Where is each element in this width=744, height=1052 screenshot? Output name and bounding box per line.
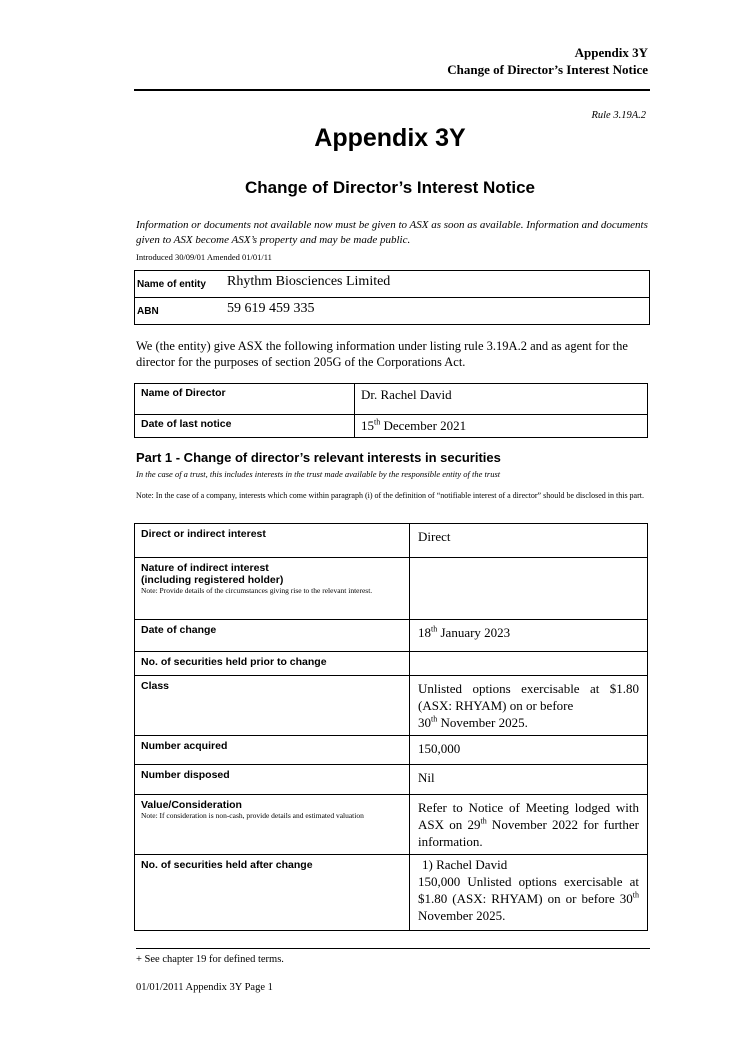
entity-name-value: Rhythm Biosciences Limited [215,271,650,298]
interest-table [134,523,648,931]
entity-name-label: Name of entity [135,271,216,298]
after-label: No. of securities held after change [135,855,410,931]
last-notice-day: 15 [361,418,374,433]
class-row [135,676,648,736]
class-label: Class [135,676,410,736]
introduced-text: Introduced 30/09/01 Amended 01/01/11 [136,252,272,262]
part1-note: Note: In the case of a company, interests which come within paragraph (i) of the definition of “notifiable interest of a director” should be disclosed in this part. [136,491,644,500]
date-value [410,620,648,652]
last-notice-sup: th [374,417,381,427]
direct-label: Direct or indirect interest [135,524,410,558]
class-value [410,676,648,736]
last-notice-value [355,415,648,438]
page-subtitle: Change of Director’s Interest Notice [244,178,535,197]
header-line-1: Appendix 3Y [574,45,648,60]
director-name-row [135,384,648,415]
nature-value [410,558,648,620]
abn-row [135,298,650,325]
header-rule [134,89,650,91]
date-label: Date of change [135,620,410,652]
footer-note: + See chapter 19 for defined terms. [136,954,284,965]
last-notice-rest: December 2021 [380,418,467,433]
after-sup: th [632,890,639,900]
class-value-line1: Unlisted options exercisable at $1.80 (ASX: RHYAM) on or before [418,681,639,713]
nature-label-sub: (including registered holder) [141,574,284,586]
consideration-text-a: Refer to Notice of Meeting lodged with ASX on 29 [418,800,639,832]
director-name-label: Name of Director [135,384,355,415]
header-line-2: Change of Director’s Interest Notice [447,62,648,77]
footer-rule [136,948,650,949]
last-notice-row [135,415,648,438]
after-value-item: 1) Rachel David [422,857,508,872]
consideration-label-cell [135,795,410,855]
nature-label: Nature of indirect interest [141,562,269,574]
consideration-label: Value/Consideration [141,799,242,811]
consideration-note: Note: If consideration is non-cash, provide details and estimated valuation [141,811,364,820]
nature-note: Note: Provide details of the circumstances giving rise to the relevant interest. [141,586,373,595]
prior-row [135,652,648,676]
prior-value [410,652,648,676]
class-value-line2 [418,714,639,731]
acquired-label: Number acquired [135,736,410,765]
part1-heading: Part 1 - Change of director’s relevant interests in securities [136,450,501,465]
nature-label-cell [135,558,410,620]
last-notice-label: Date of last notice [135,415,355,438]
consideration-value [410,795,648,855]
consideration-sup: th [480,816,487,826]
nature-row [135,558,648,620]
footer-page: 01/01/2011 Appendix 3Y Page 1 [136,982,273,993]
disposed-value: Nil [410,765,648,795]
intro-text: Information or documents not available now must be given to ASX as soon as available. Information and documents given to ASX become ASX’s property and may be made public. [136,219,648,246]
direct-value: Direct [410,524,648,558]
after-value [410,855,648,931]
after-row [135,855,648,931]
date-sup: th [431,624,438,634]
class-expiry-sup: th [431,714,438,724]
after-value-detail [418,873,639,924]
disposed-label: Number disposed [135,765,410,795]
class-expiry-day: 30 [418,715,431,730]
declaration-text: We (the entity) give ASX the following information under listing rule 3.19A.2 and as agent for the director for the purposes of section 205G of the Corporations Act. [136,339,628,369]
disposed-row [135,765,648,795]
consideration-row [135,795,648,855]
abn-label: ABN [135,298,216,325]
date-row [135,620,648,652]
page-title: Appendix 3Y [314,124,466,152]
after-text-a: 150,000 Unlisted options exercisable at $1.80 (ASX: RHYAM) on or before 30 [418,874,639,906]
prior-label: No. of securities held prior to change [135,652,410,676]
acquired-value: 150,000 [410,736,648,765]
date-rest: January 2023 [437,625,511,640]
after-text-b: November 2025. [418,908,506,923]
director-name-value: Dr. Rachel David [355,384,648,415]
director-table [134,383,648,438]
entity-name-row [135,271,650,298]
running-header [447,44,648,78]
rule-reference: Rule 3.19A.2 [591,110,646,121]
consideration-text-b: November 2022 for further information. [418,817,639,849]
abn-value: 59 619 459 335 [215,298,650,325]
entity-table [134,270,650,325]
class-expiry-rest: November 2025. [437,715,528,730]
part1-subheading: In the case of a trust, this includes interests in the trust made available by the responsible entity of the trust [136,469,501,479]
acquired-row [135,736,648,765]
date-day: 18 [418,625,431,640]
direct-row [135,524,648,558]
